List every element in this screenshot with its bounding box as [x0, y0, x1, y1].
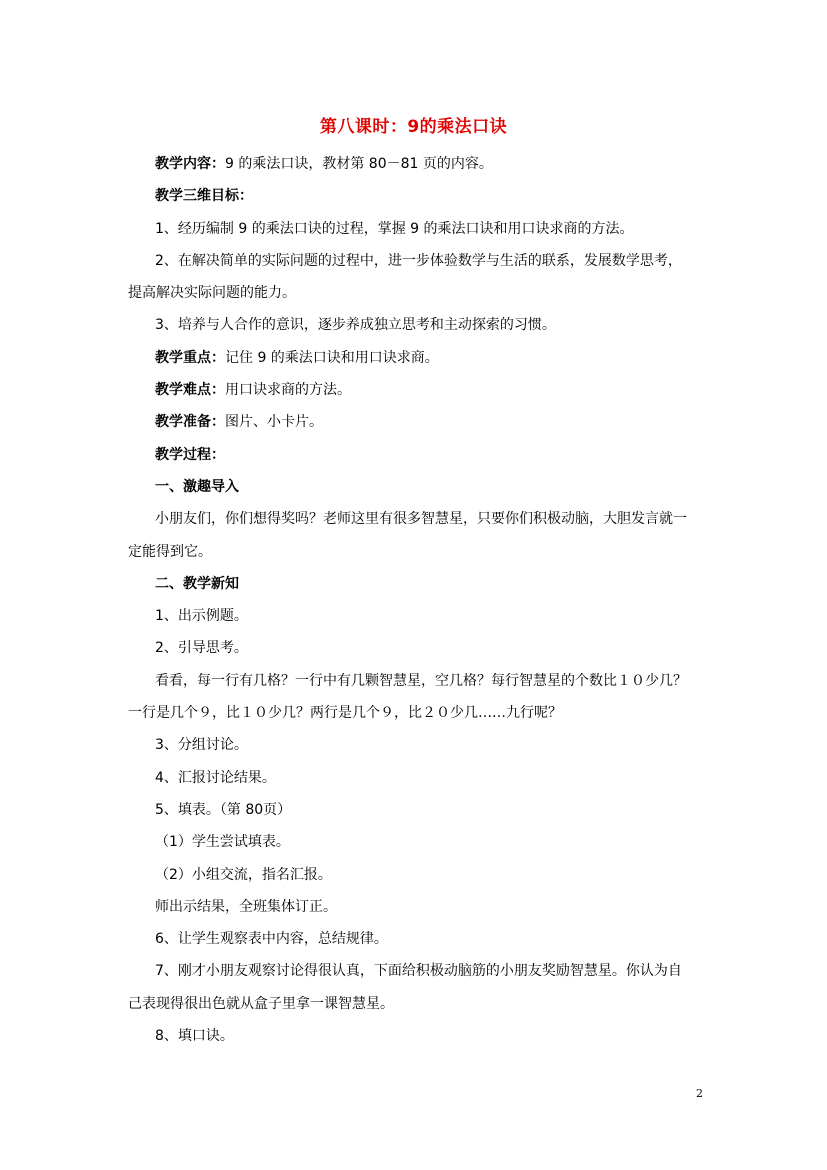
paragraph-intro-line-2: 定能得到它。 [128, 543, 212, 560]
step-5-sub-2: （2）小组交流，指名汇报。 [155, 866, 332, 883]
step-5-sub-1: （1）学生尝试填表。 [155, 834, 290, 851]
step-7-line-1: 7、刚才小朋友观察讨论得很认真，下面给积极动脑筋的小朋友奖励智慧星。你认为自 [155, 963, 682, 980]
step-5: 5、填表。（第 80页） [155, 801, 292, 818]
label-content: 教学内容： [155, 156, 225, 172]
heading-objectives: 教学三维目标： [155, 188, 253, 205]
objective-3: 3、培养与人合作的意识，逐步养成独立思考和主动探索的习惯。 [155, 317, 556, 334]
label-key-point: 教学重点： [155, 349, 225, 366]
question-line-2: 一行是几个９，比１０少几？两行是几个９，比２０少几……九行呢？ [128, 705, 562, 722]
objective-1: 1、经历编制 9 的乘法口诀的过程，掌握 9 的乘法口诀和用口诀求商的方法。 [155, 220, 634, 237]
heading-section-2: 二、教学新知 [155, 575, 239, 592]
text-content: 9 的乘法口诀，教材第 80－81 页的内容。 [225, 156, 493, 172]
lesson-body [128, 148, 706, 1052]
heading-section-1: 一、激趣导入 [155, 478, 239, 495]
objective-2-line-1: 2、在解决简单的实际问题的过程中，进一步体验数学与生活的联系，发展数学思考， [155, 252, 682, 269]
step-4: 4、汇报讨论结果。 [155, 769, 276, 786]
step-6: 6、让学生观察表中内容，总结规律。 [155, 931, 388, 948]
step-8: 8、填口诀。 [155, 1028, 234, 1045]
paragraph-difficulty [128, 374, 706, 406]
objective-2-line-2: 提高解决实际问题的能力。 [128, 285, 296, 302]
paragraph-content [128, 148, 706, 180]
paragraph-intro-line-1: 小朋友们，你们想得奖吗？老师这里有很多智慧星，只要你们积极动脑，大胆发言就一 [155, 511, 687, 528]
step-2: 2、引导思考。 [155, 640, 248, 657]
lesson-title: 第八课时：9的乘法口诀 [319, 117, 508, 137]
paragraph-key-point [128, 342, 706, 374]
label-preparation: 教学准备： [155, 414, 225, 431]
step-5-sub-3: 师出示结果，全班集体订正。 [155, 898, 337, 915]
step-3: 3、分组讨论。 [155, 737, 248, 754]
text-key-point: 记住 9 的乘法口诀和用口诀求商。 [225, 349, 439, 366]
text-preparation: 图片、小卡片。 [225, 414, 323, 431]
step-1: 1、出示例题。 [155, 608, 248, 625]
paragraph-preparation [128, 406, 706, 438]
page-number: 2 [696, 1087, 703, 1100]
step-7-line-2: 己表现得很出色就从盒子里拿一课智慧星。 [128, 995, 394, 1012]
question-line-1: 看看，每一行有几格？一行中有几颗智慧星，空几格？每行智慧星的个数比１０少几？ [155, 672, 687, 689]
label-difficulty: 教学难点： [155, 382, 225, 399]
heading-process: 教学过程： [155, 446, 225, 463]
text-difficulty: 用口诀求商的方法。 [225, 382, 351, 399]
